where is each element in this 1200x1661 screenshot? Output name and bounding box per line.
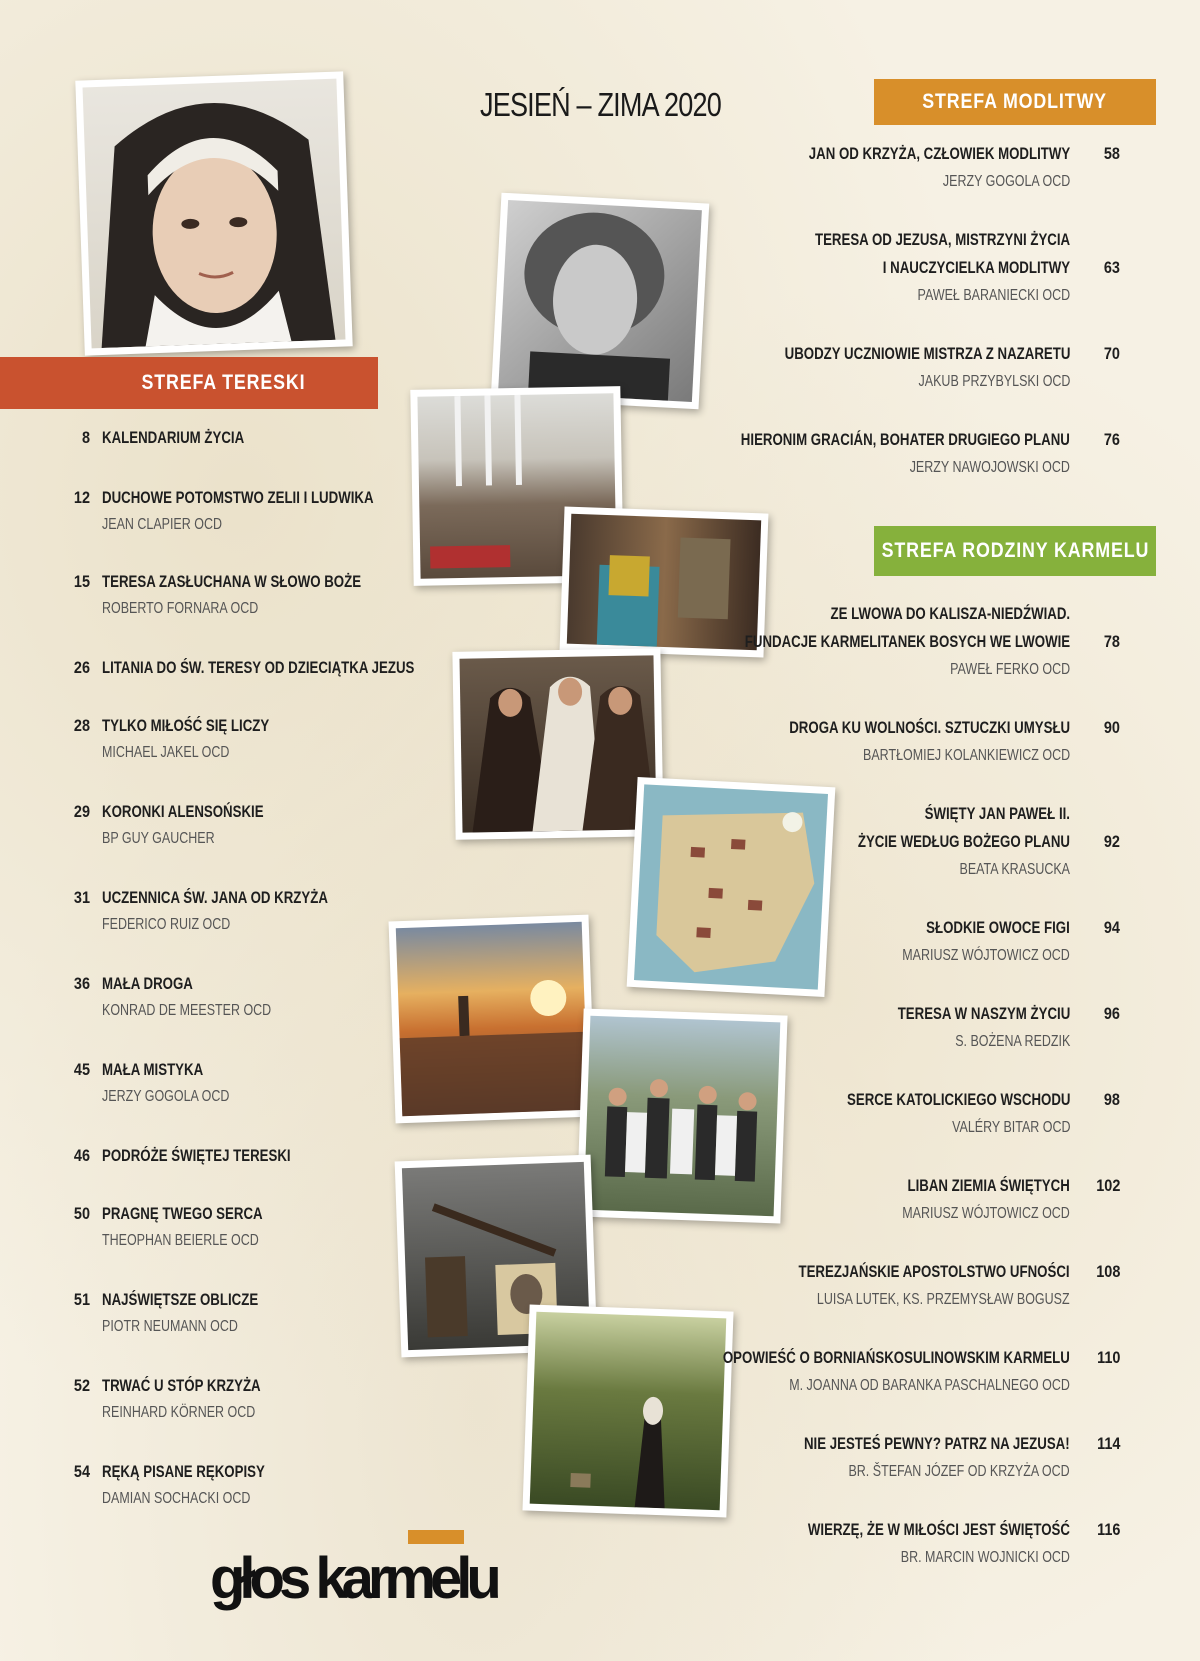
page-number: 78	[1103, 632, 1120, 651]
article-title: TYLKO MIŁOŚĆ SIĘ LICZY	[102, 716, 270, 735]
article-title: DROGA KU WOLNOŚCI. SZTUCZKI UMYSŁU	[789, 718, 1070, 737]
section-label-modlitwy: STREFA MODLITWY	[922, 90, 1108, 113]
article-title: SERCE KATOLICKIEGO WSCHODU	[846, 1090, 1070, 1109]
page-number: 70	[1103, 344, 1120, 363]
page-number: 28	[73, 716, 90, 735]
section-header-modlitwy	[874, 79, 1156, 125]
article-author: BARTŁOMIEJ KOLANKIEWICZ OCD	[862, 747, 1070, 764]
page-number: 36	[73, 974, 90, 993]
photo-nun-garden	[522, 1305, 733, 1518]
article-author: BP GUY GAUCHER	[102, 830, 215, 847]
article-title: ZE LWOWA DO KALISZA-NIEDŹWIAD.	[830, 604, 1070, 623]
article-author: PIOTR NEUMANN OCD	[102, 1318, 238, 1335]
page-number: 94	[1103, 918, 1120, 937]
article-title: UBODZY UCZNIOWIE MISTRZA Z NAZARETU	[784, 344, 1070, 363]
photo-group-women	[576, 1009, 787, 1224]
article-title: NAJŚWIĘTSZE OBLICZE	[102, 1290, 259, 1309]
article-author: MICHAEL JAKEL OCD	[102, 744, 230, 761]
article-author: JERZY NAWOJOWSKI OCD	[909, 459, 1070, 476]
photo-young-therese	[491, 193, 709, 410]
article-title: TEREZJAŃSKIE APOSTOLSTWO UFNOŚCI	[798, 1262, 1070, 1281]
page-number: 114	[1096, 1434, 1120, 1453]
article-author: JERZY GOGOLA OCD	[942, 173, 1070, 190]
article-title: TERESA OD JEZUSA, MISTRZYNI ŻYCIA	[814, 230, 1070, 249]
article-author: LUISA LUTEK, KS. PRZEMYSŁAW BOGUSZ	[817, 1291, 1070, 1308]
article-author: JERZY GOGOLA OCD	[102, 1088, 230, 1105]
article-author: MARIUSZ WÓJTOWICZ OCD	[902, 947, 1070, 964]
page-number: 58	[1103, 144, 1120, 163]
logo-accent-bar	[408, 1530, 464, 1544]
page-number: 51	[73, 1290, 90, 1309]
article-title: RĘKĄ PISANE RĘKOPISY	[102, 1462, 265, 1481]
article-title: TERESA W NASZYM ŻYCIU	[897, 1004, 1070, 1023]
article-title-line2: ŻYCIE WEDŁUG BOŻEGO PLANU	[857, 832, 1070, 851]
article-author: S. BOŻENA REDZIK	[954, 1033, 1070, 1050]
page-number: 102	[1095, 1176, 1120, 1195]
article-author: THEOPHAN BEIERLE OCD	[102, 1232, 259, 1249]
page-number: 29	[73, 802, 90, 821]
article-title: MAŁA MISTYKA	[102, 1060, 204, 1079]
page-number: 96	[1103, 1004, 1120, 1023]
page-number: 31	[73, 888, 90, 907]
page-number: 50	[73, 1204, 90, 1223]
page-number: 92	[1103, 832, 1120, 851]
magazine-logo: głos karmelu	[210, 1546, 496, 1611]
article-title: UCZENNICA ŚW. JANA OD KRZYŻA	[102, 888, 328, 907]
page-number: 26	[73, 658, 90, 677]
article-title: MAŁA DROGA	[102, 974, 193, 993]
page-number: 8	[81, 428, 90, 447]
page-number: 15	[73, 572, 90, 591]
page-number: 45	[73, 1060, 90, 1079]
page-number: 98	[1103, 1090, 1120, 1109]
article-author: JEAN CLAPIER OCD	[102, 516, 222, 533]
article-title-line2: FUNDACJE KARMELITANEK BOSYCH WE LWOWIE	[744, 632, 1070, 651]
article-author: KONRAD DE MEESTER OCD	[102, 1002, 272, 1019]
article-title: TRWAĆ U STÓP KRZYŻA	[102, 1376, 261, 1395]
page-number: 12	[73, 488, 90, 507]
article-title: KALENDARIUM ŻYCIA	[102, 428, 245, 447]
article-title: SŁODKIE OWOCE FIGI	[926, 918, 1070, 937]
section-header-rodziny	[874, 526, 1156, 576]
article-title: KORONKI ALENSOŃSKIE	[102, 802, 264, 821]
photo-carmelite-painting	[452, 648, 663, 840]
photo-sunset-town	[389, 915, 596, 1124]
article-title: PODRÓŻE ŚWIĘTEJ TERESKI	[102, 1146, 291, 1165]
page-number: 46	[73, 1146, 90, 1165]
article-author: MARIUSZ WÓJTOWICZ OCD	[902, 1205, 1070, 1222]
page-number: 63	[1103, 258, 1120, 277]
article-title: OPOWIEŚĆ O BORNIAŃSKOSULINOWSKIM KARMELU	[723, 1348, 1070, 1367]
article-title: ŚWIĘTY JAN PAWEŁ II.	[924, 804, 1070, 823]
article-author: M. JOANNA OD BARANKA PASCHALNEGO OCD	[789, 1377, 1070, 1394]
article-title: WIERZĘ, ŻE W MIŁOŚCI JEST ŚWIĘTOŚĆ	[807, 1520, 1070, 1539]
article-author: PAWEŁ BARANIECKI OCD	[917, 287, 1070, 304]
article-author: PAWEŁ FERKO OCD	[950, 661, 1070, 678]
article-author: BR. ŠTEFAN JÓZEF OD KRZYŻA OCD	[848, 1463, 1070, 1480]
page-number: 110	[1096, 1348, 1120, 1367]
article-author: DAMIAN SOCHACKI OCD	[102, 1490, 251, 1507]
article-title: NIE JESTEŚ PEWNY? PATRZ NA JEZUSA!	[804, 1434, 1070, 1453]
article-title: LITANIA DO ŚW. TERESY OD DZIECIĄTKA JEZUS	[102, 658, 415, 677]
article-author: BEATA KRASUCKA	[959, 861, 1070, 878]
article-title: LIBAN ZIEMIA ŚWIĘTYCH	[907, 1176, 1070, 1195]
article-author: VALÉRY BITAR OCD	[951, 1119, 1070, 1136]
page-number: 90	[1103, 718, 1120, 737]
article-author: FEDERICO RUIZ OCD	[102, 916, 231, 933]
article-title: PRAGNĘ TWEGO SERCA	[102, 1204, 263, 1223]
page-number: 54	[73, 1462, 90, 1481]
section-label-tereski: STREFA TERESKI	[141, 371, 306, 394]
section-label-rodziny: STREFA RODZINY KARMELU	[881, 539, 1149, 562]
article-author: REINHARD KÖRNER OCD	[102, 1404, 256, 1421]
article-title: DUCHOWE POTOMSTWO ZELII I LUDWIKA	[102, 488, 374, 507]
page-number: 108	[1095, 1262, 1120, 1281]
page-number: 52	[73, 1376, 90, 1395]
article-author: JAKUB PRZYBYLSKI OCD	[918, 373, 1070, 390]
article-author: ROBERTO FORNARA OCD	[102, 600, 259, 617]
article-author: BR. MARCIN WOJNICKI OCD	[900, 1549, 1070, 1566]
section-header-tereski	[0, 357, 378, 409]
article-title-line2: I NAUCZYCIELKA MODLITWY	[882, 258, 1070, 277]
page-number: 116	[1096, 1520, 1120, 1539]
article-title: JAN OD KRZYŻA, CZŁOWIEK MODLITWY	[808, 144, 1070, 163]
issue-title: JESIEŃ – ZIMA 2020	[480, 86, 721, 123]
article-title: TERESA ZASŁUCHANA W SŁOWO BOŻE	[102, 572, 362, 591]
article-title: HIERONIM GRACIÁN, BOHATER DRUGIEGO PLANU	[740, 430, 1070, 449]
photo-saint-painting	[75, 71, 352, 355]
page-number: 76	[1103, 430, 1120, 449]
